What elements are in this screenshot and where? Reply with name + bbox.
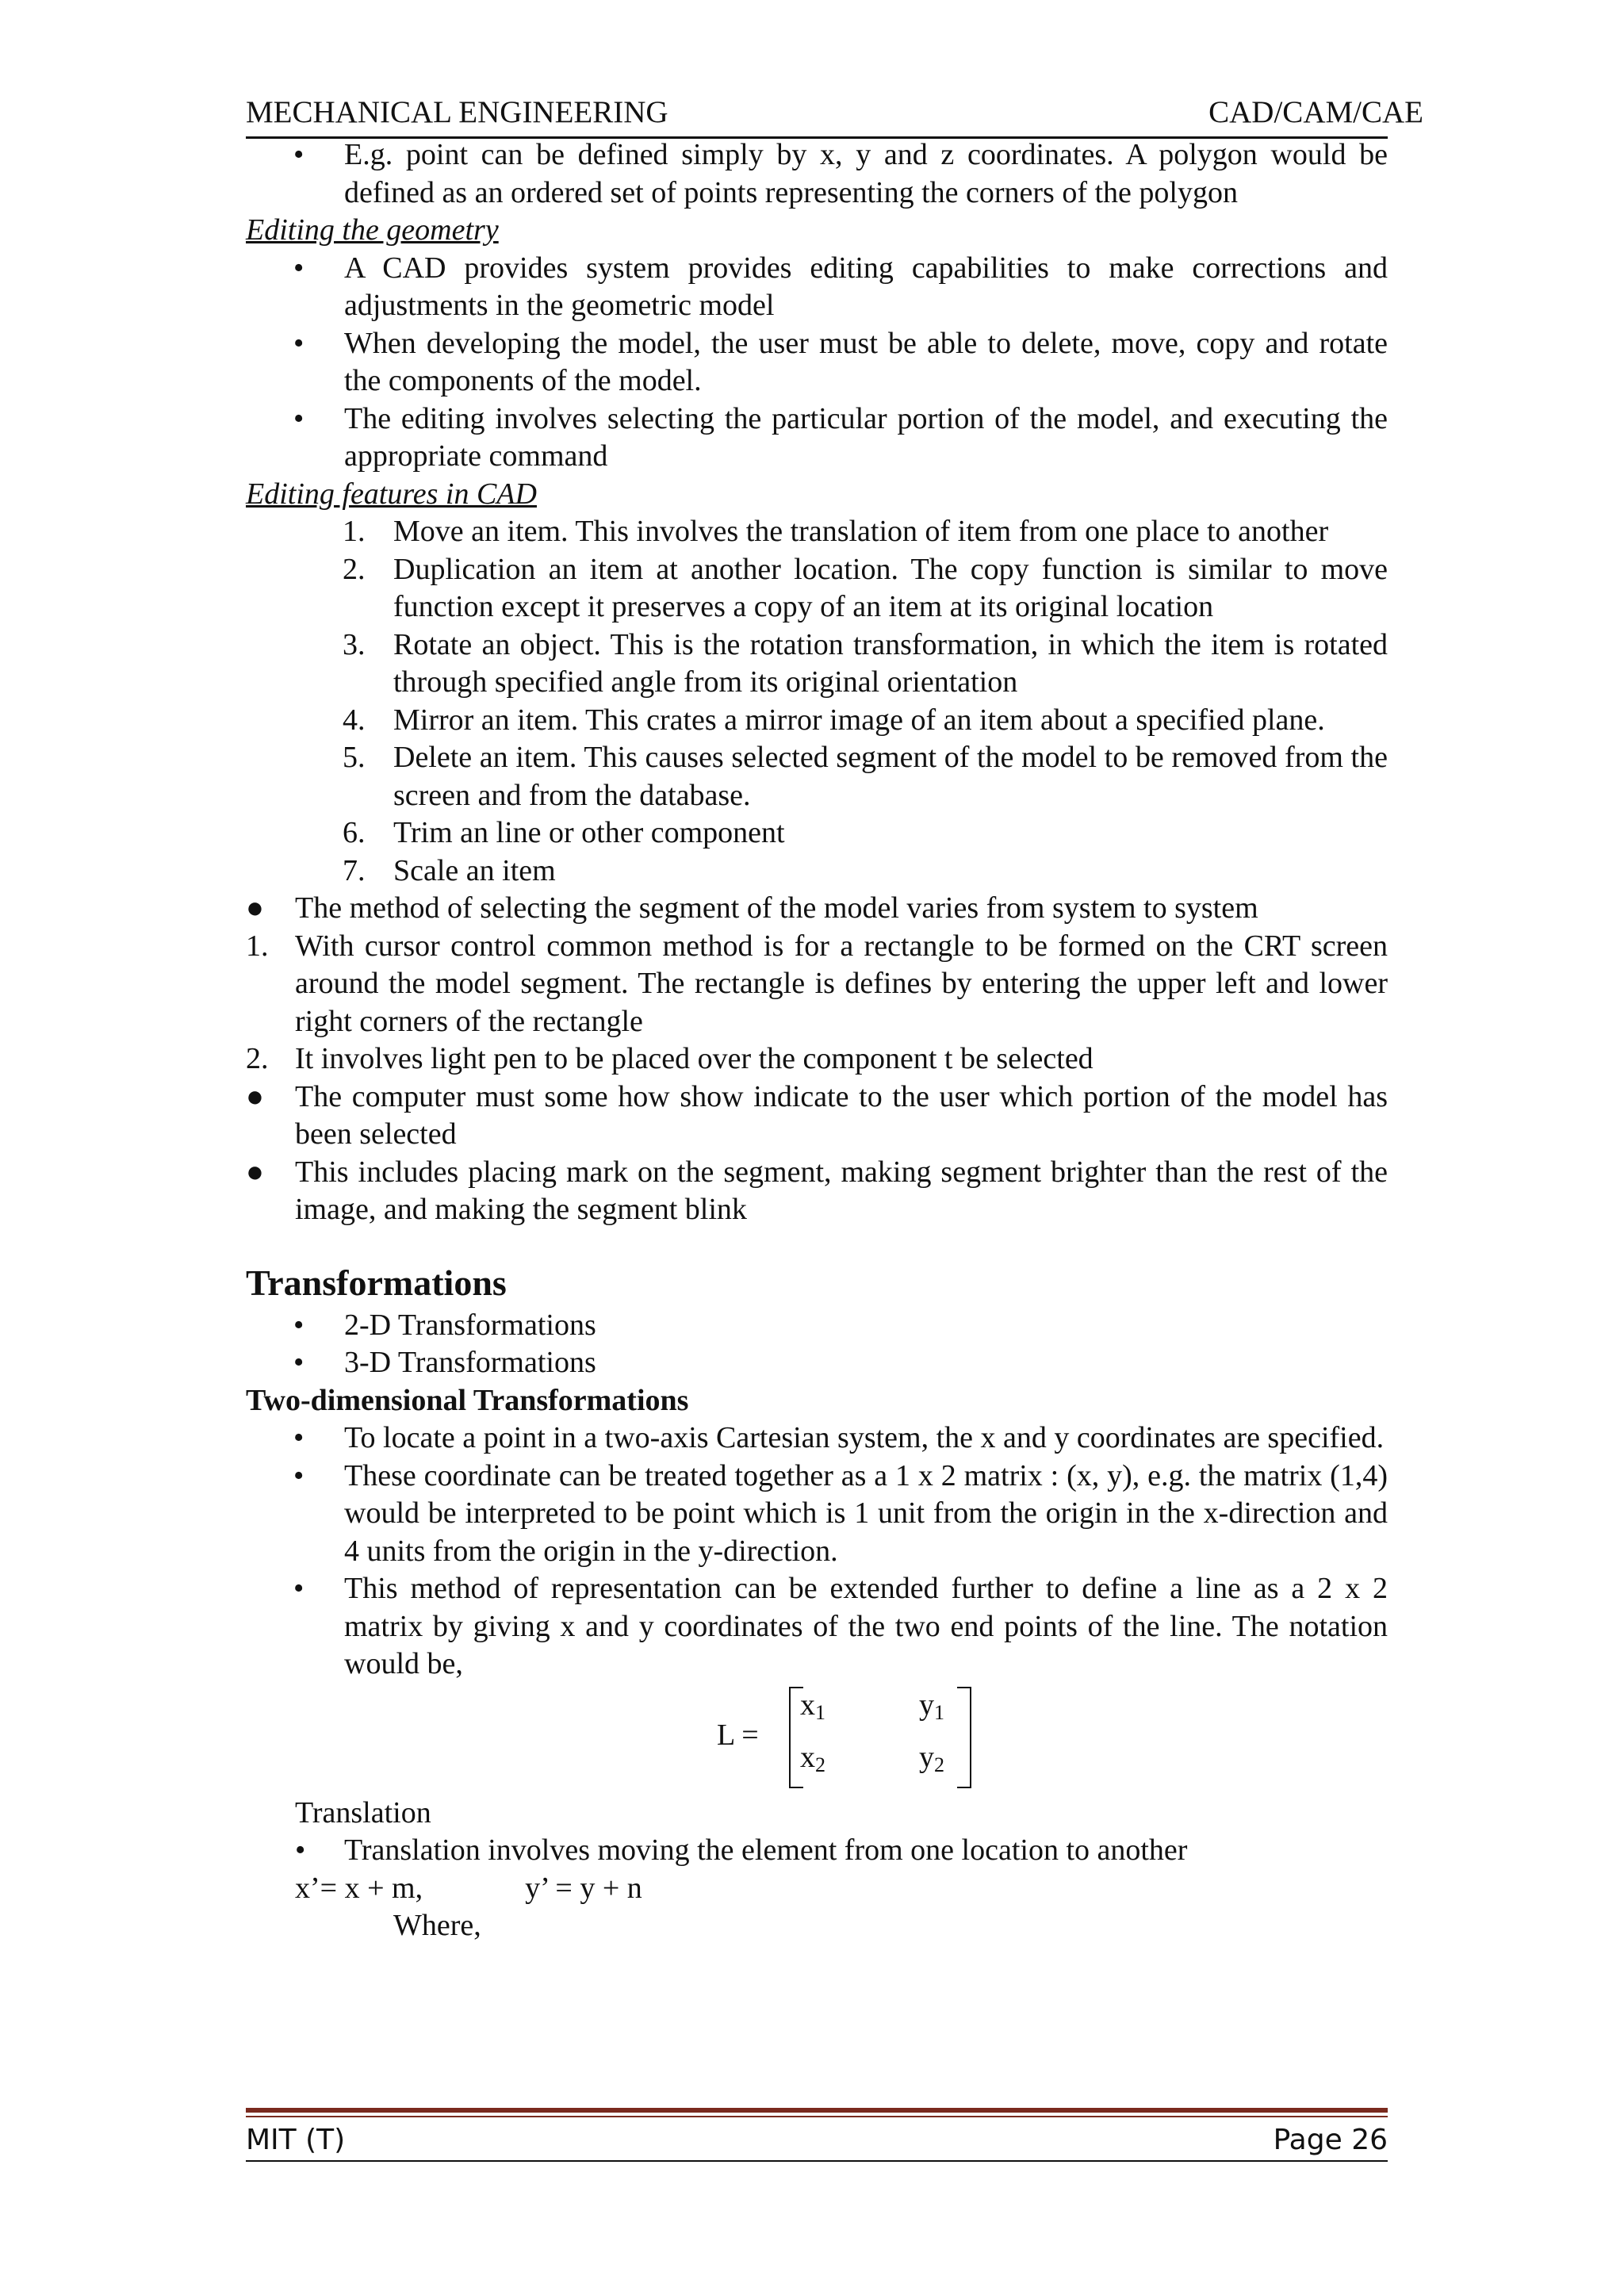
item-text: Delete an item. This causes selected segment of the model to be removed from the screen and from the database.: [393, 741, 1388, 812]
item-number: 1.: [246, 929, 269, 963]
right-bracket: [957, 1687, 971, 1788]
bullet-marker: •: [295, 1833, 306, 1867]
item-number: 2.: [246, 1042, 269, 1075]
item-number: 7.: [343, 853, 366, 887]
editing-feature-item: [246, 852, 1388, 891]
two-dimensional-heading: Two-dimensional Transformations: [246, 1383, 689, 1417]
editing-feature-item: [246, 739, 1388, 814]
line-matrix-equation: [246, 1684, 1388, 1795]
bullet-marker: •: [293, 326, 304, 360]
item-text: It involves light pen to be placed over the component t be selected: [295, 1042, 1094, 1075]
two-dimensional-bullet: [246, 1570, 1388, 1684]
selection-bullet: [246, 890, 1388, 928]
bullet-marker: •: [293, 1308, 304, 1342]
translation-equations: [246, 1870, 1388, 1908]
bullet-text: This includes placing mark on the segment, making segment brighter than the rest of the image, and making the segment blink: [295, 1155, 1388, 1226]
translation-heading: Translation: [295, 1795, 431, 1829]
footer-divider-thick: [246, 2108, 1388, 2113]
item-text: Mirror an item. This crates a mirror image of an item about a specified plane.: [393, 703, 1325, 737]
bullet-marker: •: [293, 1458, 304, 1492]
dot-marker: ●: [246, 1155, 264, 1189]
item-number: 1.: [343, 515, 366, 548]
editing-feature-item: [246, 702, 1388, 740]
editing-geometry-bullet: [246, 325, 1388, 400]
bullet-text: These coordinate can be treated together as a 1 x 2 matrix : (x, y), e.g. the matrix (1,4) would be interpreted to be point which is 1 unit from the origin in the x-direction and 4 units from the origin in the y-direction.: [344, 1458, 1388, 1568]
editing-features-heading: Editing features in CAD: [246, 477, 537, 511]
selection-numbered-item: [246, 928, 1388, 1041]
bullet-text: E.g. point can be defined simply by x, y and z coordinates. A polygon would be defined as an ordered set of points representing the corners of the polygon: [344, 138, 1388, 209]
bullet-text: Translation involves moving the element from one location to another: [344, 1833, 1188, 1867]
bullet-marker: •: [293, 1572, 304, 1605]
equation-y: y’ = y + n: [525, 1871, 642, 1905]
editing-feature-item: [246, 513, 1388, 551]
two-dimensional-bullet: [246, 1420, 1388, 1458]
intro-bullet: [246, 136, 1388, 212]
dot-marker: ●: [246, 1079, 264, 1113]
page-number: Page 26: [1273, 2124, 1388, 2156]
item-number: 6.: [343, 816, 366, 849]
bullet-marker: •: [293, 1346, 304, 1379]
bullet-marker: •: [293, 1421, 304, 1454]
matrix: [789, 1687, 971, 1787]
editing-geometry-bullet: [246, 250, 1388, 325]
footer-divider-thin: [246, 2116, 1388, 2117]
bullet-text: 3-D Transformations: [344, 1346, 596, 1379]
bullet-marker: •: [293, 401, 304, 435]
header-subject: MECHANICAL ENGINEERING: [246, 95, 668, 129]
matrix-label: L =: [717, 1718, 759, 1752]
item-text: With cursor control common method is for a rectangle to be formed on the CRT screen around the model segment. The rectangle is defines by entering the upper left and lower right corners of the rectangle: [295, 929, 1388, 1038]
editing-feature-item: [246, 626, 1388, 702]
bullet-text: When developing the model, the user must be able to delete, move, copy and rotate the components of the model.: [344, 326, 1388, 397]
selection-bullet: [246, 1154, 1388, 1229]
bullet-text: 2-D Transformations: [344, 1308, 596, 1342]
item-number: 2.: [343, 552, 366, 586]
dot-marker: ●: [246, 891, 264, 925]
item-number: 3.: [343, 627, 366, 661]
bullet-text: The computer must some how show indicate to the user which portion of the model has been selected: [295, 1079, 1388, 1151]
transformations-bullet: [246, 1307, 1388, 1345]
bullet-marker: •: [293, 138, 304, 171]
item-text: Scale an item: [393, 853, 556, 887]
selection-bullet: [246, 1079, 1388, 1154]
bullet-marker: •: [293, 251, 304, 285]
page-body: [246, 136, 1388, 1945]
editing-feature-item: [246, 551, 1388, 626]
bullet-text: The method of selecting the segment of the model varies from system to system: [295, 891, 1258, 925]
item-text: Trim an line or other component: [393, 816, 785, 849]
item-number: 5.: [343, 741, 366, 774]
item-text: Rotate an object. This is the rotation transformation, in which the item is rotated through specified angle from its original orientation: [393, 627, 1388, 699]
transformations-heading: Transformations: [246, 1262, 507, 1303]
footer-institution: MIT (T): [246, 2124, 346, 2156]
bullet-text: This method of representation can be extended further to define a line as a 2 x 2 matrix by giving x and y coordinates of the two end points of the line. The notation would be,: [344, 1572, 1388, 1680]
matrix-cell-y2: $y_2$: [919, 1740, 944, 1776]
matrix-cell-x2: $x_2$: [800, 1740, 825, 1776]
translation-bullet: [246, 1832, 1388, 1870]
where-label: Where,: [393, 1909, 481, 1942]
transformations-bullet: [246, 1344, 1388, 1382]
bullet-text: To locate a point in a two-axis Cartesian system, the x and y coordinates are specified.: [344, 1421, 1385, 1454]
editing-geometry-heading: Editing the geometry: [246, 213, 499, 247]
item-text: Move an item. This involves the translation of item from one place to another: [393, 515, 1329, 548]
bullet-text: A CAD provides system provides editing capabilities to make corrections and adjustments in the geometric model: [344, 251, 1388, 322]
item-text: Duplication an item at another location. The copy function is similar to move function except it preserves a copy of an item at its original location: [393, 552, 1388, 623]
item-number: 4.: [343, 703, 366, 737]
two-dimensional-bullet: [246, 1458, 1388, 1571]
footer-bottom-rule: [246, 2160, 1388, 2162]
editing-feature-item: [246, 814, 1388, 852]
editing-geometry-bullet: [246, 400, 1388, 476]
matrix-cell-x1: $x_1$: [800, 1688, 825, 1724]
bullet-text: The editing involves selecting the particular portion of the model, and executing the appropriate command: [344, 401, 1388, 473]
equation-x: x’= x + m,: [295, 1871, 423, 1905]
matrix-cell-y1: $y_1$: [919, 1688, 944, 1724]
header-course: CAD/CAM/CAE: [1208, 95, 1423, 129]
selection-numbered-item: [246, 1040, 1388, 1079]
